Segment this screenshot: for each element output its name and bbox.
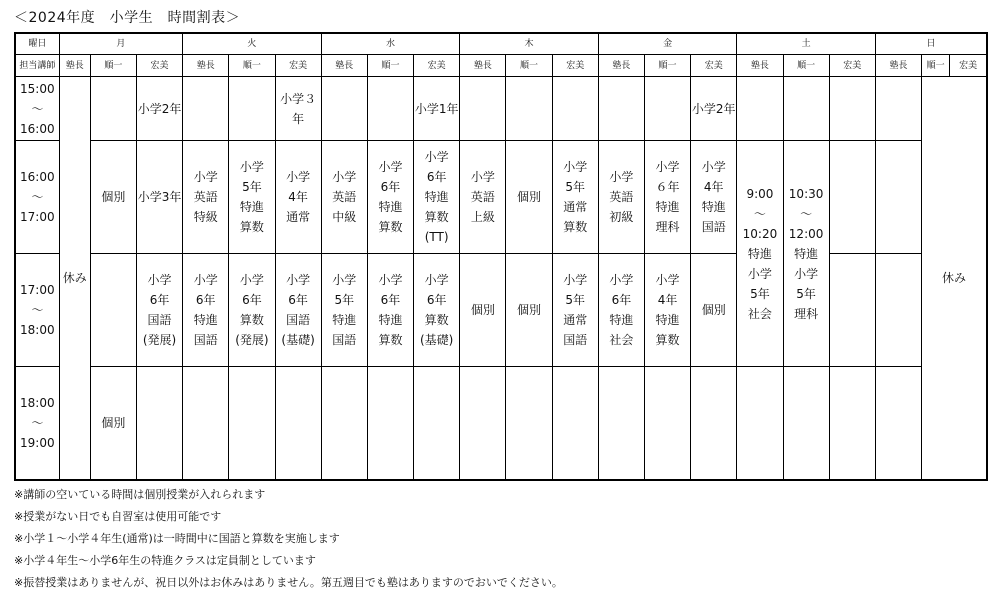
note-2: ※授業がない日でも自習室は使用可能です [14, 510, 222, 523]
wed-jukucho-p1 [321, 77, 367, 141]
teacher-mon-junichi: 順一 [90, 55, 136, 77]
teacher-tue-jukucho: 塾長 [183, 55, 229, 77]
tue-jukucho-p3: 小学 6年 特進 国語 [183, 254, 229, 367]
period-row-2 [15, 141, 987, 254]
thu-jukucho-p1 [460, 77, 506, 141]
fri-hiromi-p1: 小学2年 [691, 77, 737, 141]
tue-hiromi-p3: 小学 6年 国語 (基礎) [275, 254, 321, 367]
mon-hiromi-p4 [136, 367, 182, 481]
period-row-4 [15, 367, 987, 481]
tanto-label: 担当講師 [15, 55, 59, 77]
teacher-tue-hiromi: 宏美 [275, 55, 321, 77]
tue-jukucho-p2: 小学 英語 特級 [183, 141, 229, 254]
sat-jukucho-p1 [737, 77, 783, 141]
tue-hiromi-p2: 小学 4年 通常 [275, 141, 321, 254]
tue-hiromi-p4 [275, 367, 321, 481]
mon-hiromi-p2: 小学3年 [136, 141, 182, 254]
day-thu: 木 [460, 33, 599, 55]
fri-junichi-p4 [644, 367, 690, 481]
sat-jukucho-cell: 9:00 ～ 10:20 特進 小学 5年 社会 [737, 141, 783, 367]
mon-junichi-p1 [90, 77, 136, 141]
sat-hiromi-p2 [829, 141, 875, 254]
fri-junichi-p3: 小学 4年 特進 算数 [644, 254, 690, 367]
day-fri: 金 [598, 33, 737, 55]
day-wed: 水 [321, 33, 460, 55]
mon-jukucho-cell: 休み [59, 77, 90, 481]
wed-hiromi-p1: 小学1年 [414, 77, 460, 141]
time-slot-2: 16:00 ～ 17:00 [15, 141, 59, 254]
thu-junichi-p1 [506, 77, 552, 141]
tue-jukucho-p1 [183, 77, 229, 141]
teacher-sun-junichi: 順一 [922, 55, 950, 77]
teacher-sat-jukucho: 塾長 [737, 55, 783, 77]
day-tue: 火 [183, 33, 322, 55]
teacher-fri-hiromi: 宏美 [691, 55, 737, 77]
teacher-sat-junichi: 順一 [783, 55, 829, 77]
sun-jukucho-p4 [875, 367, 921, 481]
day-sat: 土 [737, 33, 876, 55]
page-title: ＜2024年度 小学生 時間割表＞ [14, 10, 241, 26]
thu-hiromi-p4 [552, 367, 598, 481]
teacher-thu-junichi: 順一 [506, 55, 552, 77]
fri-hiromi-p2: 小学 4年 特進 国語 [691, 141, 737, 254]
wed-junichi-p1 [367, 77, 413, 141]
fri-jukucho-p4 [598, 367, 644, 481]
thu-jukucho-p2: 小学 英語 上級 [460, 141, 506, 254]
sat-junichi-p1 [783, 77, 829, 141]
note-5: ※振替授業はありませんが、祝日以外はお休みはありません。第五週目でも塾はありますのでおいでください。 [14, 576, 563, 589]
thu-junichi-p4 [506, 367, 552, 481]
teacher-sun-hiromi: 宏美 [950, 55, 987, 77]
teacher-wed-junichi: 順一 [367, 55, 413, 77]
thu-junichi-p3: 個別 [506, 254, 552, 367]
mon-hiromi-p3: 小学 6年 国語 (発展) [136, 254, 182, 367]
mon-hiromi-p1: 小学2年 [136, 77, 182, 141]
sun-cell: 休み [922, 77, 987, 481]
day-sun: 日 [875, 33, 987, 55]
sat-hiromi-p4 [829, 367, 875, 481]
thu-jukucho-p3: 個別 [460, 254, 506, 367]
thu-jukucho-p4 [460, 367, 506, 481]
mon-junichi-p2: 個別 [90, 141, 136, 254]
teacher-sat-hiromi: 宏美 [829, 55, 875, 77]
fri-jukucho-p1 [598, 77, 644, 141]
note-1: ※講師の空いている時間は個別授業が入れられます [14, 488, 266, 501]
wed-jukucho-p3: 小学 5年 特進 国語 [321, 254, 367, 367]
teacher-mon-jukucho: 塾長 [59, 55, 90, 77]
sun-jukucho-p2 [875, 141, 921, 254]
fri-hiromi-p3: 個別 [691, 254, 737, 367]
youbi-label: 曜日 [15, 33, 59, 55]
time-slot-1: 15:00 ～ 16:00 [15, 77, 59, 141]
wed-hiromi-p2: 小学 6年 特進 算数 (TT) [414, 141, 460, 254]
tue-junichi-p3: 小学 6年 算数 (発展) [229, 254, 275, 367]
teacher-fri-jukucho: 塾長 [598, 55, 644, 77]
note-3: ※小学１～小学４年生(通常)は一時間中に国語と算数を実施します [14, 532, 340, 545]
fri-junichi-p2: 小学 ６年 特進 理科 [644, 141, 690, 254]
mon-junichi-p3 [90, 254, 136, 367]
sun-jukucho-p3 [875, 254, 921, 367]
thu-hiromi-p3: 小学 5年 通常 国語 [552, 254, 598, 367]
sat-hiromi-p3 [829, 254, 875, 367]
wed-jukucho-p4 [321, 367, 367, 481]
wed-junichi-p4 [367, 367, 413, 481]
wed-jukucho-p2: 小学 英語 中級 [321, 141, 367, 254]
thu-hiromi-p2: 小学 5年 通常 算数 [552, 141, 598, 254]
day-header-row [15, 33, 987, 55]
wed-hiromi-p4 [414, 367, 460, 481]
teacher-wed-hiromi: 宏美 [414, 55, 460, 77]
teacher-thu-hiromi: 宏美 [552, 55, 598, 77]
teacher-fri-junichi: 順一 [644, 55, 690, 77]
teacher-sun-jukucho: 塾長 [875, 55, 921, 77]
tue-junichi-p2: 小学 5年 特進 算数 [229, 141, 275, 254]
tue-junichi-p1 [229, 77, 275, 141]
mon-junichi-p4: 個別 [90, 367, 136, 481]
teacher-wed-jukucho: 塾長 [321, 55, 367, 77]
tue-junichi-p4 [229, 367, 275, 481]
wed-junichi-p2: 小学 6年 特進 算数 [367, 141, 413, 254]
period-row-3 [15, 254, 987, 367]
tue-hiromi-p1: 小学３年 [275, 77, 321, 141]
teacher-tue-junichi: 順一 [229, 55, 275, 77]
wed-hiromi-p3: 小学 6年 算数 (基礎) [414, 254, 460, 367]
thu-junichi-p2: 個別 [506, 141, 552, 254]
time-slot-4: 18:00 ～ 19:00 [15, 367, 59, 481]
sat-hiromi-p1 [829, 77, 875, 141]
period-row-1 [15, 77, 987, 141]
fri-jukucho-p2: 小学 英語 初級 [598, 141, 644, 254]
fri-jukucho-p3: 小学 6年 特進 社会 [598, 254, 644, 367]
notes [14, 484, 563, 594]
day-mon: 月 [59, 33, 182, 55]
sat-junichi-p4 [783, 367, 829, 481]
sun-jukucho-p1 [875, 77, 921, 141]
sat-junichi-cell: 10:30 ～ 12:00 特進 小学 5年 理科 [783, 141, 829, 367]
teacher-mon-hiromi: 宏美 [136, 55, 182, 77]
teacher-header-row [15, 55, 987, 77]
tue-jukucho-p4 [183, 367, 229, 481]
time-slot-3: 17:00 ～ 18:00 [15, 254, 59, 367]
fri-hiromi-p4 [691, 367, 737, 481]
teacher-thu-jukucho: 塾長 [460, 55, 506, 77]
sat-jukucho-p4 [737, 367, 783, 481]
wed-junichi-p3: 小学 6年 特進 算数 [367, 254, 413, 367]
note-4: ※小学４年生～小学6年生の特進クラスは定員制としています [14, 554, 316, 567]
fri-junichi-p1 [644, 77, 690, 141]
thu-hiromi-p1 [552, 77, 598, 141]
timetable [14, 32, 988, 481]
